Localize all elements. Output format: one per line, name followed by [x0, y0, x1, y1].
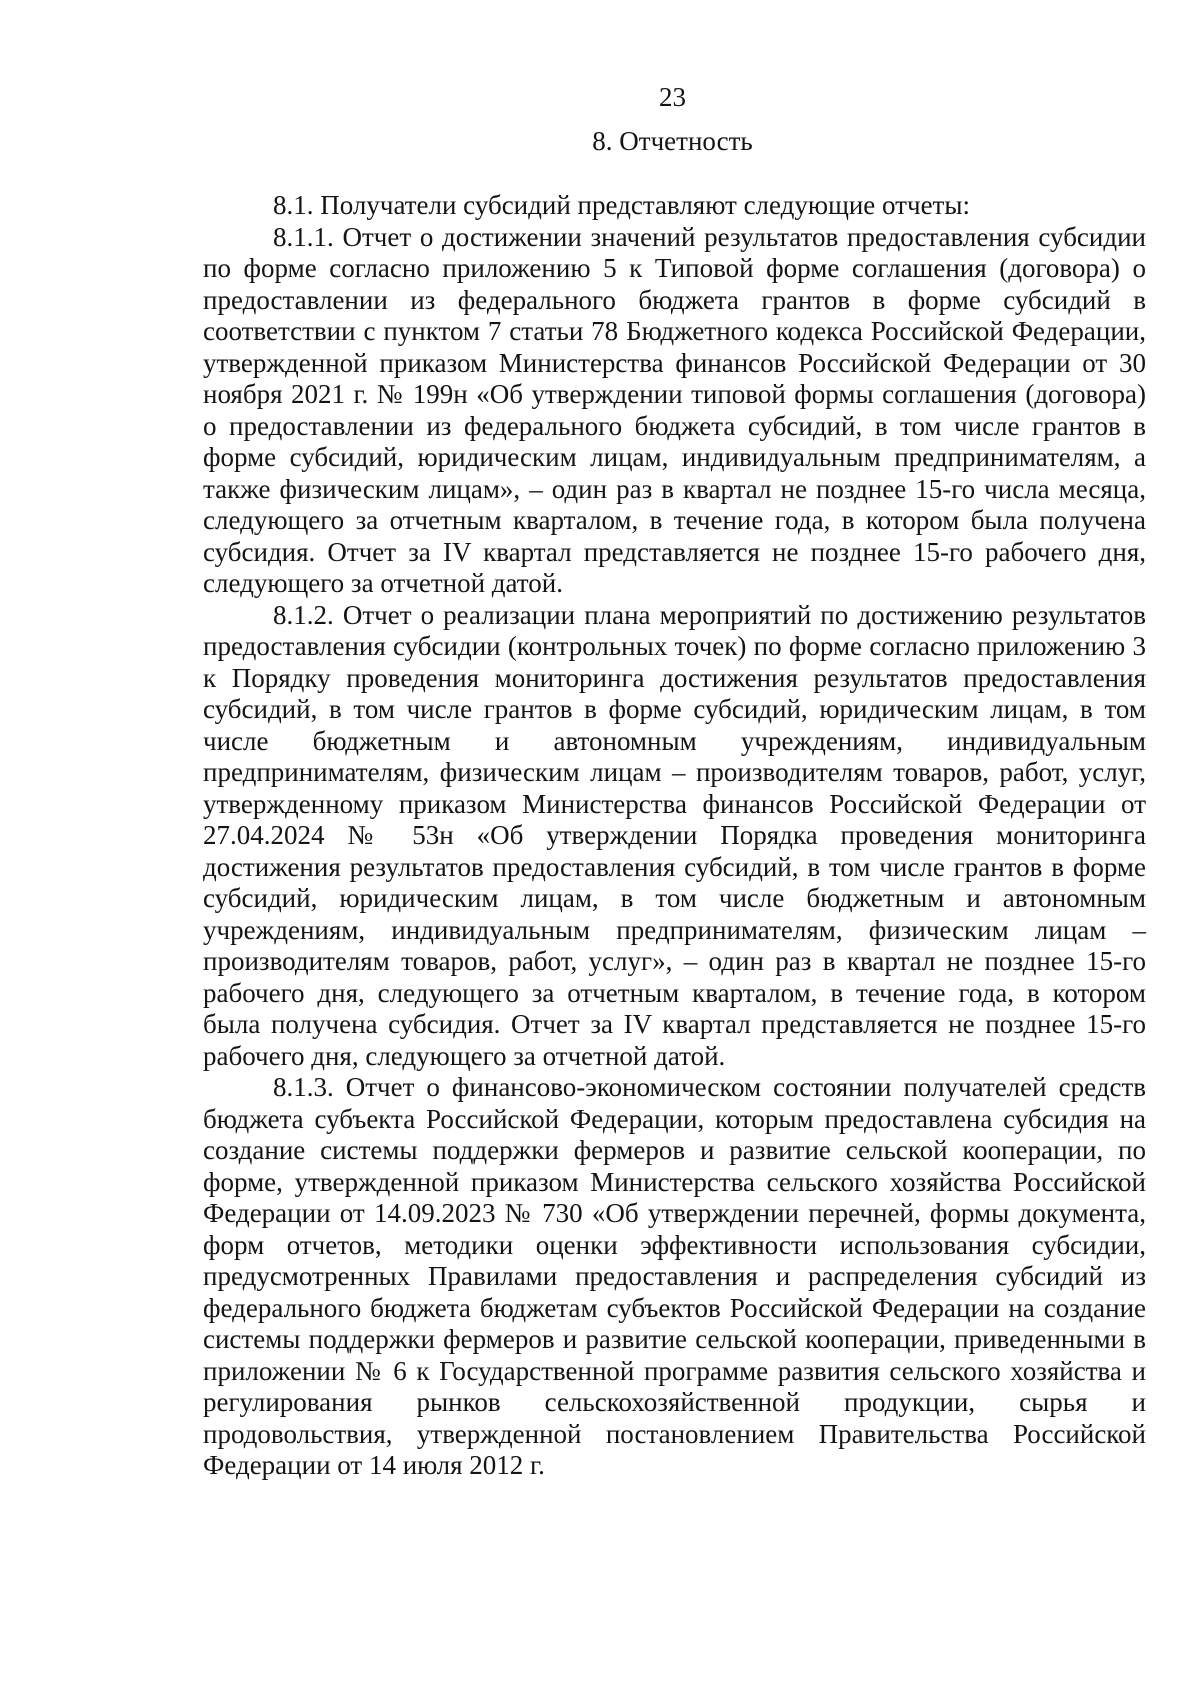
section-title: 8. Отчетность — [592, 126, 753, 156]
paragraph-8-1-3: 8.1.3. Отчет о финансово-экономическом состоянии получателей средств бюджета субъекта Российской Федерации, которым предоставлена субсидия на создание системы поддержки фермеров и развитие сельской кооперации, по форме, утвержденной приказом Министерства сельского хозяйства Российской Федерации от 14.09.2023 № 730 «Об утверждении перечней, формы документа, форм отчетов, методики оценки эффективности использования субсидии, предусмотренных Правилами предоставления и распределения субсидий из федерального бюджета бюджетам субъектов Российской Федерации на создание системы поддержки фермеров и развитие сельской кооперации, приведенными в приложении № 6 к Государственной программе развития сельского хозяйства и регулирования рынков сельскохозяйственной продукции, сырья и продовольствия, утвержденной постановлением Правительства Российской Федерации от 14 июля 2012 г. — [203, 1072, 1146, 1480]
paragraph-8-1-1: 8.1.1. Отчет о достижении значений результатов предоставления субсидии по форме согласно приложению 5 к Типовой форме соглашения (договора) о предоставлении из федерального бюджета грантов в форме субсидий в соответствии с пунктом 7 статьи 78 Бюджетного кодекса Российской Федерации, утвержденной приказом Министерства финансов Российской Федерации от 30 ноября 2021 г. № 199н «Об утверждении типовой формы соглашения (договора) о предоставлении из федерального бюджета субсидий, в том числе грантов в форме субсидий, юридическим лицам, индивидуальным предпринимателям, а также физическим лицам», – один раз в квартал не позднее 15-го числа месяца, следующего за отчетным кварталом, в течение года, в котором была получена субсидия. Отчет за IV квартал представляется не позднее 15-го рабочего дня, следующего за отчетной датой. — [203, 221, 1146, 598]
paragraph-8-1: 8.1. Получатели субсидий представляют следующие отчеты: — [273, 190, 970, 220]
paragraph-8-1-2: 8.1.2. Отчет о реализации плана мероприятий по достижению результатов предоставления субсидии (контрольных точек) по форме согласно приложению 3 к Порядку проведения мониторинга достижения результатов предоставления субсидий, в том числе грантов в форме субсидий, юридическим лицам, в том числе бюджетным и автономным учреждениям, индивидуальным предпринимателям, физическим лицам – производителям товаров, работ, услуг, утвержденному приказом Министерства финансов Российской Федерации от 27.04.2024 № 53н «Об утверждении Порядка проведения мониторинга достижения результатов предоставления субсидий, в том числе грантов в форме субсидий, юридическим лицам, в том числе бюджетным и автономным учреждениям, индивидуальным предпринимателям, физическим лицам – производителям товаров, работ, услуг», – один раз в квартал не позднее 15-го рабочего дня, следующего за отчетным кварталом, в течение года, в котором была получена субсидия. Отчет за IV квартал представляется не позднее 15-го рабочего дня, следующего за отчетной датой. — [203, 599, 1146, 1071]
page-number: 23 — [659, 82, 686, 112]
document-body — [203, 190, 1146, 1482]
